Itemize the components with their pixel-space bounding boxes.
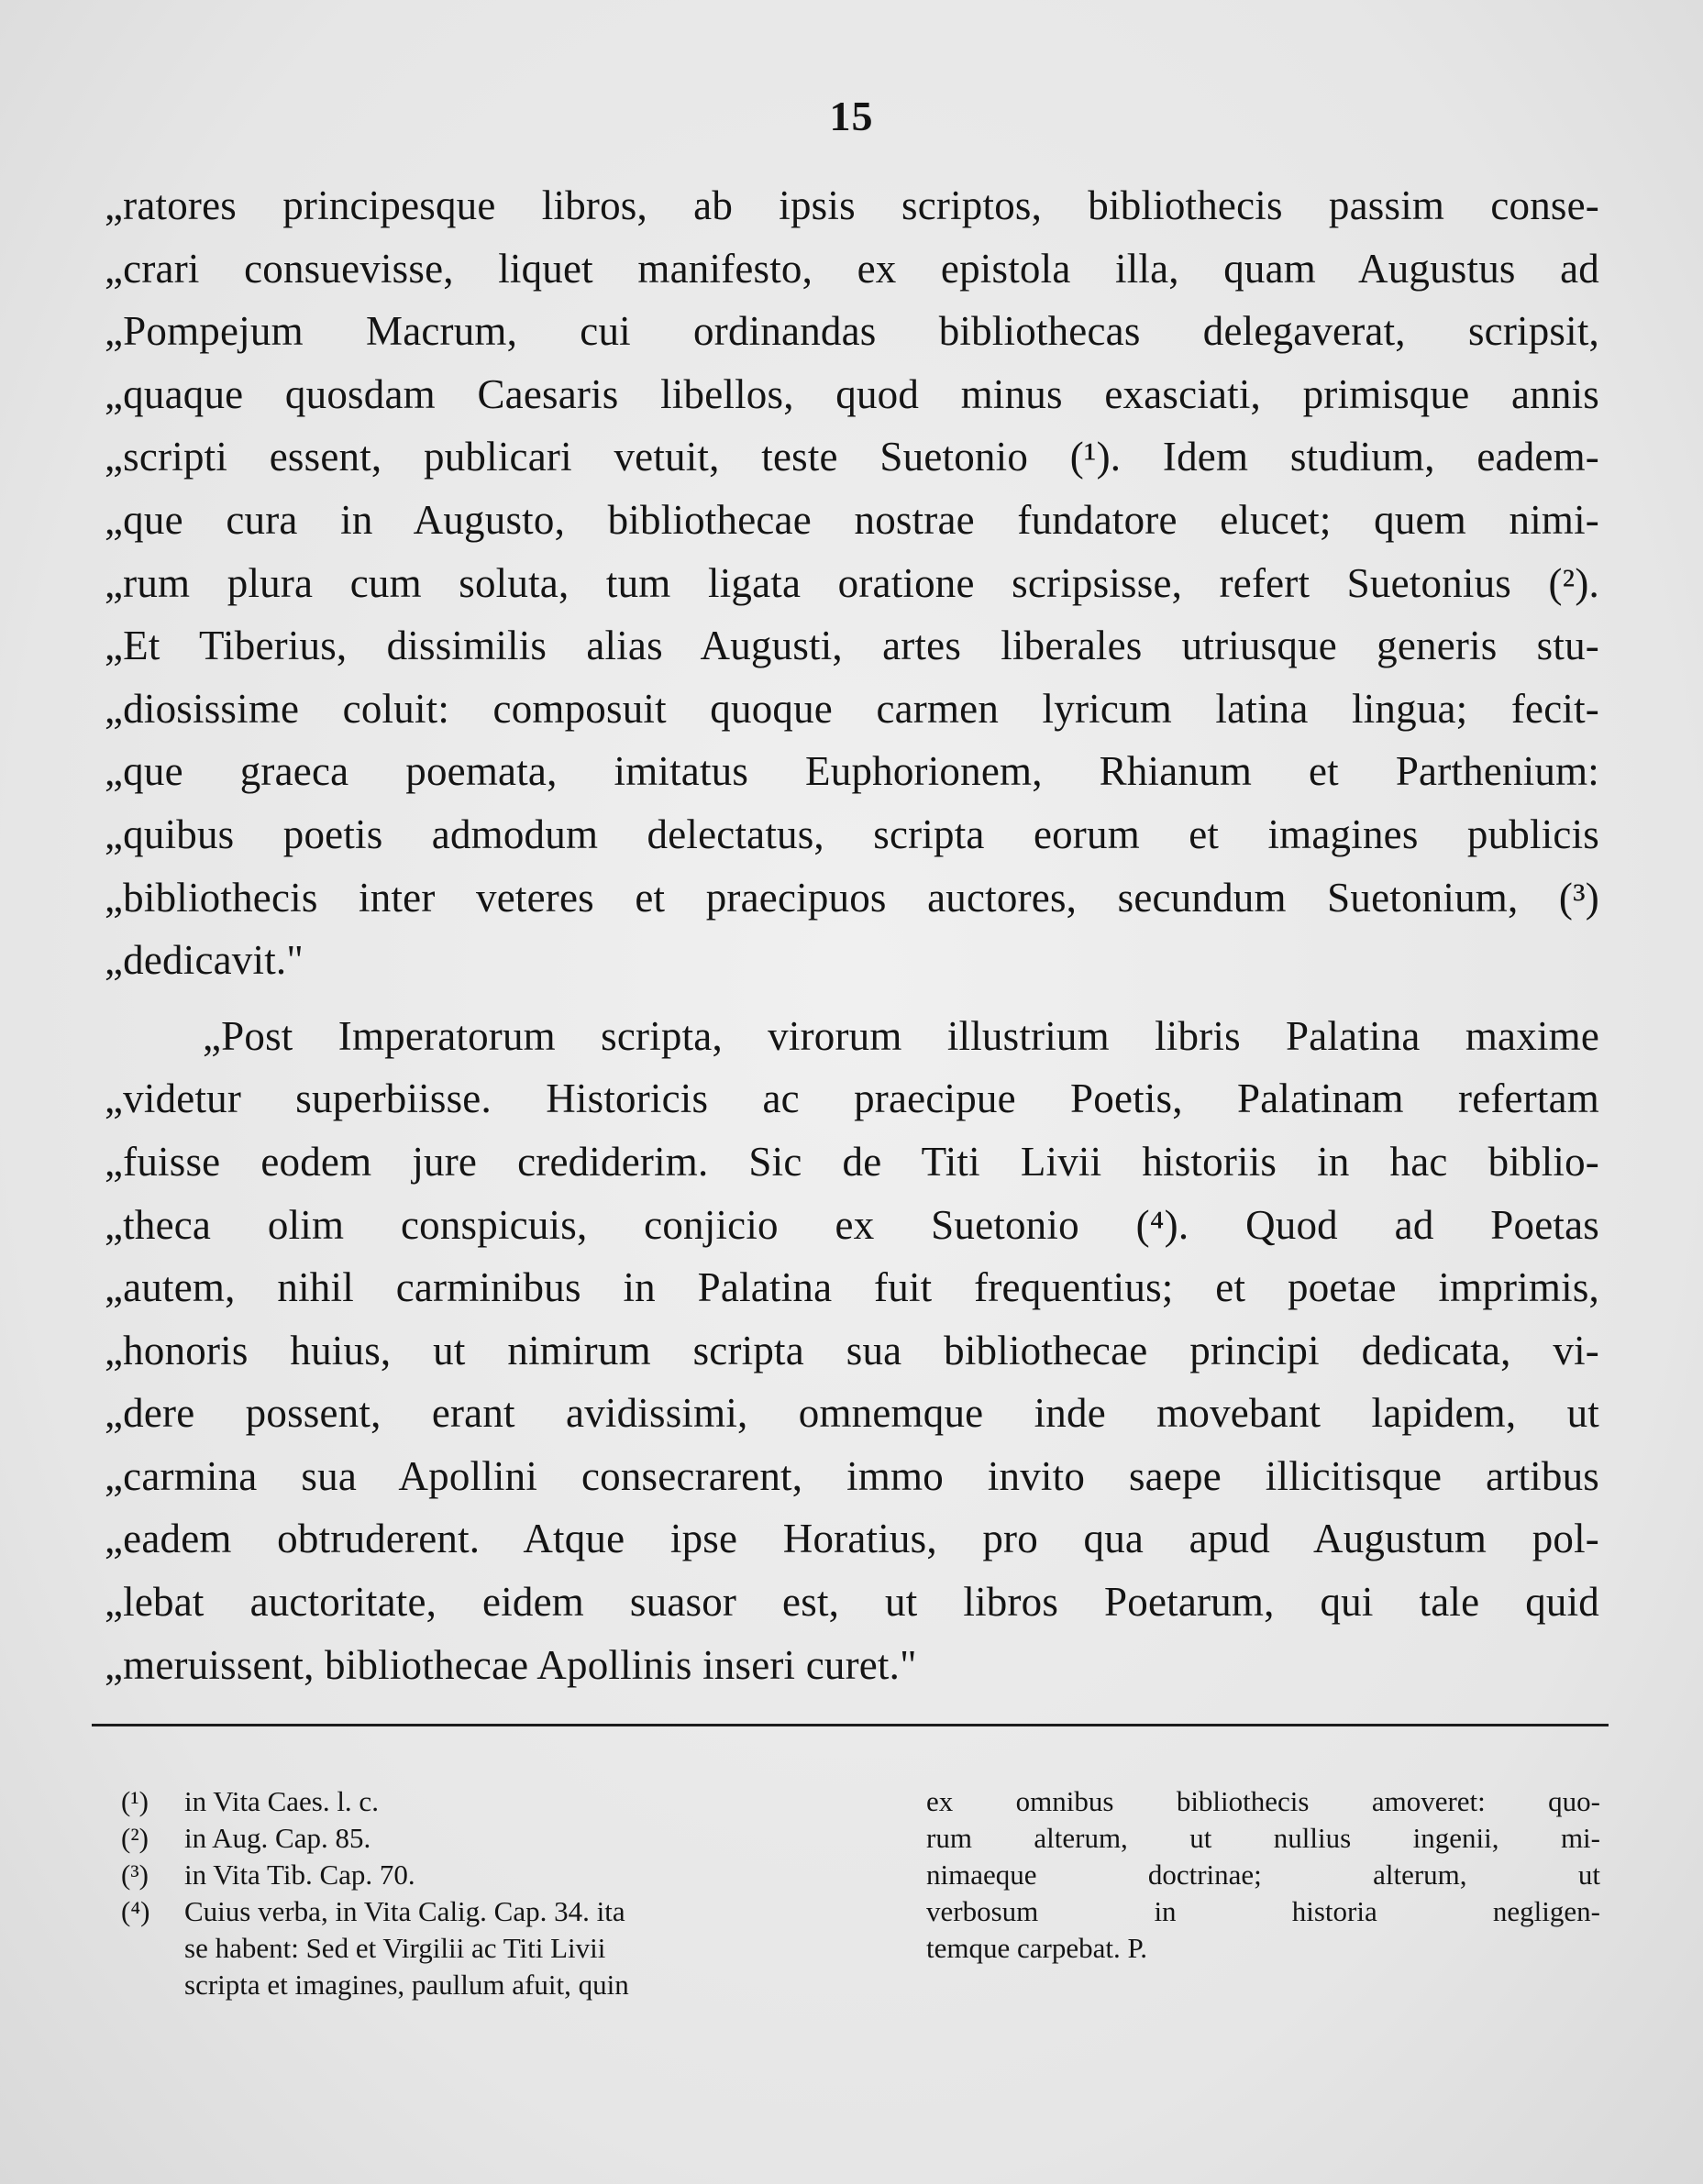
text-line: „crari consuevisse, liquet manifesto, ex epistola illa, quam Augustus ad: [105, 245, 1599, 292]
footnote-marker: (⁴): [121, 1895, 150, 1927]
text-line: „ratores principesque libros, ab ipsis scriptos, bibliothecis passim conse-: [105, 182, 1599, 228]
text-line: „Pompejum Macrum, cui ordinandas bibliothecas delegaverat, scripsit,: [105, 308, 1599, 355]
footnote-divider: [92, 1724, 1609, 1726]
text-line: „diosissime coluit: composuit quoque carmen lyricum latina lingua; fecit-: [105, 685, 1599, 732]
main-text: [105, 174, 1599, 1696]
footnote-text: in Vita Tib. Cap. 70.: [184, 1859, 415, 1891]
text-line: „autem, nihil carminibus in Palatina fuit frequentius; et poetae imprimis,: [105, 1264, 1599, 1311]
text-line: „que graeca poemata, imitatus Euphorionem, Rhianum et Parthenium:: [105, 748, 1599, 795]
text-line: „quibus poetis admodum delectatus, scripta eorum et imagines publicis: [105, 811, 1599, 857]
footnotes-left-column: [121, 1783, 855, 2003]
text-line: „lebat auctoritate, eidem suasor est, ut libros Poetarum, qui tale quid: [105, 1579, 1599, 1626]
footnote-text: Cuius verba, in Vita Calig. Cap. 34. ita: [184, 1895, 625, 1927]
page-number: 15: [829, 93, 874, 139]
text-line: „Et Tiberius, dissimilis alias Augusti, artes liberales utriusque generis stu-: [105, 623, 1599, 669]
footnote-continuation: scripta et imagines, paullum afuit, quin: [184, 1969, 629, 2001]
paragraph-gap: [105, 992, 1599, 1005]
text-line: „Post Imperatorum scripta, virorum illustrium libris Palatina maxime: [203, 1012, 1599, 1059]
text-line: „videtur superbiisse. Historicis ac praecipue Poetis, Palatinam refertam: [105, 1075, 1599, 1122]
text-line: „quaque quosdam Caesaris libellos, quod minus exasciati, primisque annis: [105, 370, 1599, 417]
footnote-continuation: se habent: Sed et Virgilii ac Titi Livii: [184, 1932, 606, 1964]
footnote: [121, 1893, 855, 1930]
footnote-text: in Vita Caes. l. c.: [184, 1785, 379, 1817]
text-line: „meruissent, bibliothecae Apollinis inseri curet.": [105, 1641, 917, 1688]
text-line: „carmina sua Apollini consecrarent, immo invito saepe illicitisque artibus: [105, 1452, 1599, 1499]
text-line: „fuisse eodem jure crediderim. Sic de Titi Livii historiis in hac biblio-: [105, 1138, 1599, 1185]
text-line: „theca olim conspicuis, conjicio ex Suetonio (⁴). Quod ad Poetas: [105, 1201, 1599, 1248]
footnote: [121, 1857, 855, 1893]
footnotes-right-column: [926, 1783, 1600, 1967]
text-line: „bibliothecis inter veteres et praecipuos auctores, secundum Suetonium, (³): [105, 874, 1599, 921]
text-line: „scripti essent, publicari vetuit, teste Suetonio (¹). Idem studium, eadem-: [105, 434, 1599, 480]
text-line: „honoris huius, ut nimirum scripta sua bibliothecae principi dedicata, vi-: [105, 1327, 1599, 1373]
text-line: „dedicavit.": [105, 937, 304, 984]
footnote-continuation: ex omnibus bibliothecis amoveret: quo-: [926, 1785, 1600, 1817]
footnote: [121, 1783, 855, 1820]
footnote-continuation: temque carpebat. P.: [926, 1932, 1148, 1964]
footnote-continuation: rum alterum, ut nullius ingenii, mi-: [926, 1822, 1600, 1854]
text-line: „rum plura cum soluta, tum ligata oratione scripsisse, refert Suetonius (²).: [105, 559, 1599, 606]
text-line: „que cura in Augusto, bibliothecae nostrae fundatore elucet; quem nimi-: [105, 496, 1599, 543]
text-line: „dere possent, erant avidissimi, omnemque inde movebant lapidem, ut: [105, 1390, 1599, 1437]
footnote-continuation: verbosum in historia negligen-: [926, 1895, 1600, 1927]
footnote-text: in Aug. Cap. 85.: [184, 1822, 371, 1854]
footnote-continuation: nimaeque doctrinae; alterum, ut: [926, 1859, 1600, 1891]
footnote-marker: (³): [121, 1859, 149, 1891]
footnote: [121, 1820, 855, 1857]
footnote-marker: (²): [121, 1822, 149, 1854]
text-line: „eadem obtruderent. Atque ipse Horatius, pro qua apud Augustum pol-: [105, 1516, 1599, 1562]
footnote-marker: (¹): [121, 1785, 149, 1817]
